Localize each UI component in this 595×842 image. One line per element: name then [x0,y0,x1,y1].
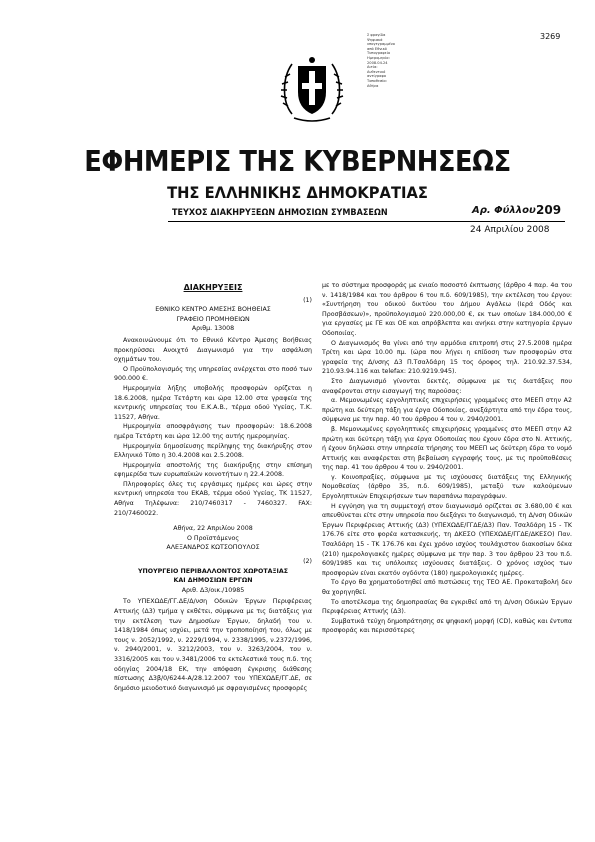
stamp-line: Σ φραγίδα [367,33,386,37]
stamp-line: υπογεγραμμένο [367,42,396,47]
notice-org-line: ΓΡΑΦΕΙΟ ΠΡΟΜΗΘΕΙΩΝ [176,315,250,323]
notice-paragraph: γ. Κοινοπραξίες, σύμφωνα με τις ισχύουσες διατάξεις της Ελληνικής Νομοθεσίας (άρθρο 35, π.δ. 609/1985), μεταξύ των καλούμενων Εργοληπτικών Επιχειρήσεων των παραπάνω παραγράφων. [322,473,572,501]
stamp-line: 2008.04.24 [367,60,388,65]
stamp-line: Αθήνα [367,83,379,88]
notice-paragraph: Το ΥΠΕΧΩΔΕ/ΓΓ.ΔΕ/Δ/νση Οδικών Έργων Περιφέρειας Αττικής (Δ3) τμήμα γ εκθέτει, σύμφωνα με τις διατάξεις για την εκτέλεση των Δημοσίων Έργων, δηλαδή του ν. 1418/1984 όπως ισχύει, μετά την τροποποίησή του, όλως με τους ν. 2052/1992, ν. 2229/1994, ν. 2338/1995, ν.2372/1996, ν. 2940/2001, ν. 3212/2003, του ν. 3263/2004, του ν. 3316/2005 και του ν.3481/2006 τα εκτελεστικά τους π.δ. της οδηγίας 2004/18 ΕΚ, την απόφαση έγκρισης διάθεσης πίστωσης Δ3β/0/6244-Α/28.12.2007 του ΥΠΕΧΩΔΕ/ΓΓ.ΔΕ, σε δημόσιο μειοδοτικό διαγωνισμό με σφραγισμένες προσφορές [114,598,312,692]
header-divider [168,221,565,222]
stamp-line: αντίγραφο [367,74,387,79]
sheet-number: 209 [536,203,562,217]
notice-org-line: ΕΘΝΙΚΟ ΚΕΝΤΡΟ ΑΜΕΣΗΣ ΒΟΗΘΕΙΑΣ [155,306,271,314]
notice-paragraph: Ημερομηνία αποσφράγισης των προσφορών: 18.6.2008 ημέρα Τετάρτη και ώρα 12.00 της αυτής ημερομηνίας. [114,423,312,440]
notice-paragraph: Ο Προϋπολογισμός της υπηρεσίας ανέρχεται στο ποσό των 900.000 €. [114,365,312,383]
signature-date: Αθήνα, 22 Απριλίου 2008 [173,525,253,533]
notice-paragraph: α. Μεμονωμένες εργοληπτικές επιχειρήσεις γραμμένες στο ΜΕΕΠ στην Α2 πρώτη και δεύτερη τάξη για έργα Οδοποιίας, ανεξάρτητα από την έδρα τους, σύμφωνα με την παρ. 40 του άρθρου 4 του ν. 2940/2001. [322,397,572,424]
notice-paragraph: Συμβατικά τεύχη δημοπράτησης σε ψηφιακή μορφή (CD), καθώς και έντυπα προσφοράς και περισσότερες [322,617,572,635]
left-column [114,283,312,693]
notice-org-line: ΥΠΟΥΡΓΕΙΟ ΠΕΡΙΒΑΛΛΟΝΤΟΣ ΧΩΡΟΤΑΞΙΑΣ [137,567,289,575]
notice-ref: Αριθ. Δ3/οικ./10985 [181,586,245,594]
notice-marker: (2) [303,558,312,566]
page-number: 3269 [540,32,561,41]
stamp-line: Ημερομηνία: [367,55,390,60]
notice-paragraph: Η εγγύηση για τη συμμετοχή στον διαγωνισμό ορίζεται σε 3.680,00 € και απευθύνεται είτε στην υπηρεσία που διεξάγει το διαγωνισμό, τη Δ/νση Οδικών Έργων Περιφέρειας Αττικής (Δ3) (ΥΠΕΧΩΔΕ/ΓΓΔΕ/Δ3) Παν. Τσαλδάρη 15 - ΤΚ 176.76 είτε στο φορέα κατασκευής, τη ΔΚΕΣΟ (ΥΠΕΧΩΔΕ/ΓΓΔΕ/ΔΚΕΣΟ) Παν. Τσαλδάρη 15 - ΤΚ 176.76 και έχει χρόνο ισχύος τουλάχιστον διακοσίων δέκα (210) ημερολογιακές ημέρες σύμφωνα με την παρ. 3 του άρθρου 23 του π.δ. 609/1985 και τις υπόλοιπες ισχύουσες διατάξεις. Ο χρόνος ισχύος των προσφορών είναι εκατόν ογδόντα (180) ημερολογιακές ημέρες. [322,502,572,577]
stamp-line: από Εθνικό [367,46,387,51]
notice-paragraph: Το έργο θα χρηματοδοτηθεί από πιστώσεις της ΤΕΟ ΑΕ. Προκαταβολή δεν θα χορηγηθεί. [322,579,572,596]
notice-paragraph: Ημερομηνία αποστολής της διακήρυξης στην επίσημη εφημερίδα των ευρωπαϊκών κοινοτήτων η 22.4.2008. [114,461,312,479]
notice-paragraph: Ο Διαγωνισμός θα γίνει από την αρμόδια επιτροπή στις 27.5.2008 ημέρα Τρίτη και ώρα 10.00 πμ. (ώρα που λήγει η επίδοση των προσφορών στα γραφεία της Δ/νσης Δ3 Π.Τσαλδάρη 15 τος όροφος τηλ. 210.92.37.534, 210.93.94.116 και telefax: 210.9219.945). [322,339,572,376]
notice-paragraph: β. Μεμονωμένες εργοληπτικές επιχειρήσεις γραμμένες στο ΜΕΕΠ στην Α2 πρώτη και δεύτερη τάξη για έργα Οδοποιίας που έχουν έδρα στο Ν. Αττικής, ή έχουν δηλώσει στην υπηρεσία τήρησης του ΜΕΕΠ ως δεύτερη έδρα το νομό Αττικής και αναφέρεται στη βεβαίωση εγγραφής τους, με τις προϋποθέσεις της παρ. 41 του άρθρου 4 του ν. 2940/2001. [322,425,572,472]
issue-date: 24 Απριλίου 2008 [470,225,550,235]
notice-paragraph: Ανακοινώνουμε ότι το Εθνικό Κέντρο Άμεσης Βοήθειας προκηρύσσει Ανοιχτό Διαγωνισμό για την ασφάλιση οχημάτων του. [114,336,312,364]
stamp-line: Αιτία: [367,65,378,70]
notice-org-line: ΚΑΙ ΔΗΜΟΣΙΩΝ ΕΡΓΩΝ [173,577,253,585]
signature-title: Ο Προϊστάμενος [186,534,240,542]
stamp-line: Τυπογραφείο [367,51,391,56]
notice-marker: (1) [303,296,312,304]
notice-paragraph: Πληροφορίες όλες τις εργάσιμες ημέρες και ώρες στην κεντρική υπηρεσία του ΕΚΑΒ, τέρμα οδού Υγείας, ΤΚ 11527, Αθήνα Τηλέφωνα: 210/7460317 - 7460327. FAX: 210/7460022. [114,480,312,517]
stamp-line: Ψηφιακά [367,37,383,42]
sheet-number-label: Αρ. Φύλλου [472,205,536,216]
notice-ref: Αριθμ. 13008 [191,325,235,333]
greek-coat-of-arms-emblem [280,54,344,124]
gazette-subtitle: ΤΗΣ ΕΛΛΗΝΙΚΗΣ ΔΗΜΟΚΡΑΤΙΑΣ [167,183,428,202]
digital-signature-stamp [367,33,429,88]
signature-name: ΑΛΕΞΑΝΔΡΟΣ ΚΩΤΣΟΠΟΥΛΟΣ [166,544,260,552]
section-heading: ΔΙΑΚΗΡΥΞΕΙΣ [183,283,243,292]
stamp-line: Τοποθεσία: [367,78,387,83]
notice-paragraph: Ημερομηνία δημοσίευσης περίληψης της διακήρυξης στον Ελληνικό Τύπο η 30.4.2008 και 2.5.2008. [114,442,312,460]
notice-paragraph: Ημερομηνία λήξης υποβολής προσφορών ορίζεται η 18.6.2008, ημέρα Τετάρτη και ώρα 12.00 στα γραφεία της κεντρικής υπηρεσίας του Ε.Κ.Α.Β., τέρμα οδού Υγείας, Τ.Κ. 11527, Αθήνα. [114,384,312,421]
right-column [322,281,572,636]
notice-paragraph: Στο Διαγωνισμό γίνονται δεκτές, σύμφωνα με τις διατάξεις που αναφέρονται στην εισαγωγή της παρούσας: [322,377,572,395]
notice-paragraph: με το σύστημα προσφοράς με ενιαίο ποσοστό έκπτωσης (άρθρο 4 παρ. 4α του ν. 1418/1984 και του άρθρου 6 του π.δ. 609/1985), την εκτέλεση του έργου: «Συντήρηση του οδικού δικτύου του Δήμου Αγάλεω (Ιερά Οδός και Προσβάσεων)», προϋπολογισμού 220.000,00 €, εκ των οποίων 184.000,00 € για εργασίες με ΓΕ και ΟΕ και απρόβλεπτα και ανήκει στην κατηγορία έργων Οδοποιίας. [322,282,572,337]
notice-paragraph: Το αποτέλεσμα της δημοπρασίας θα εγκριθεί από τη Δ/νση Οδικών Έργων Περιφέρειας Αττικής (Δ3). [322,598,572,616]
stamp-line: Αυθεντικό [367,69,386,74]
gazette-title: ΕΦΗΜΕΡΙΣ ΤΗΣ ΚΥΒΕΡΝΗΣΕΩΣ [84,145,511,178]
gazette-series: ΤΕΥΧΟΣ ΔΙΑΚΗΡΥΞΕΩΝ ΔΗΜΟΣΙΩΝ ΣΥΜΒΑΣΕΩΝ [172,208,388,218]
